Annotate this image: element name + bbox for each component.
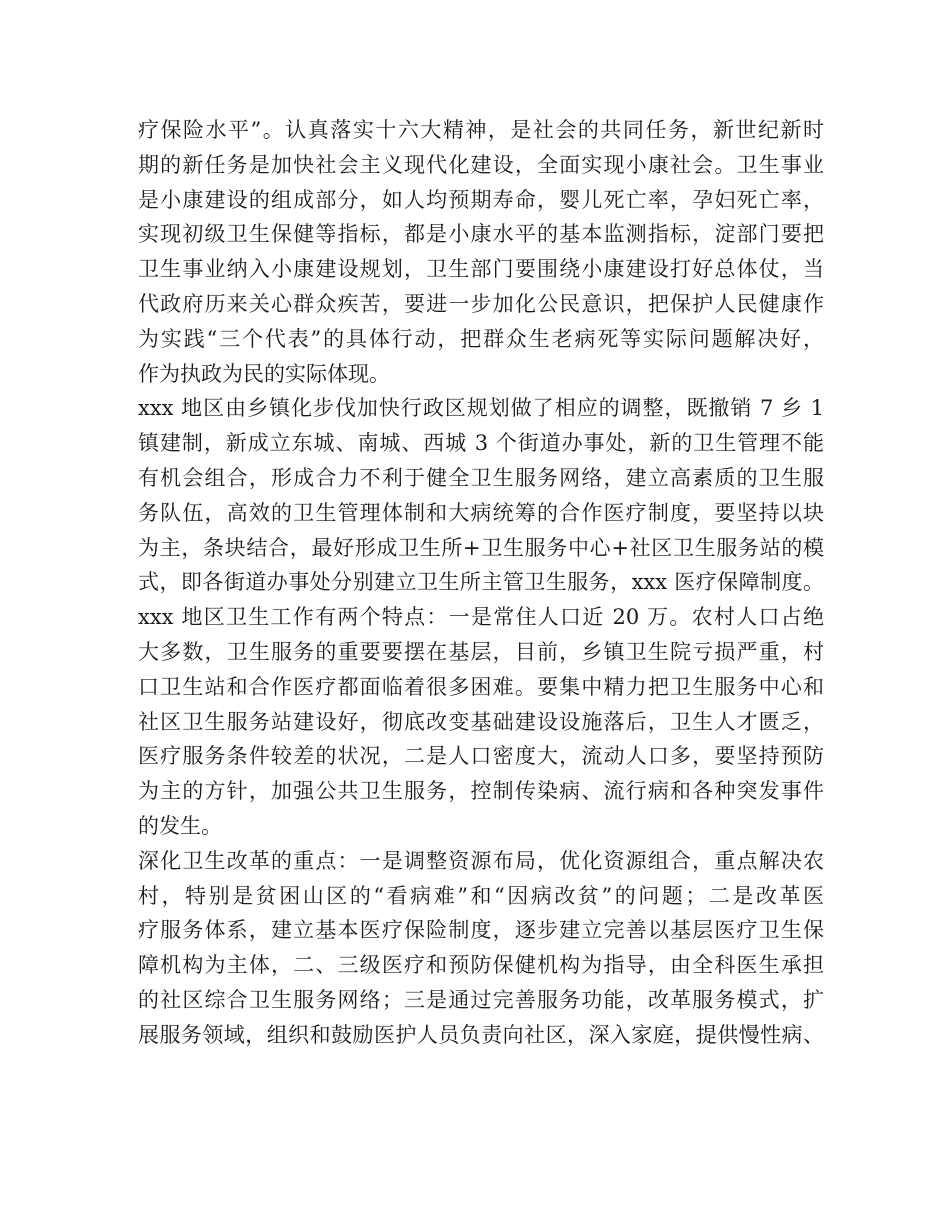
text-line: 是小康建设的组成部分，如人均预期寿命，婴儿死亡率，孕妇死亡率， — [138, 187, 824, 212]
text-line: 口卫生站和合作医疗都面临着很多困难。要集中精力把卫生服务中心和 — [138, 674, 824, 699]
text-line: 有机会组合，形成合力不利于健全卫生服务网络，建立高素质的卫生服 — [138, 465, 824, 490]
text-line: 实现初级卫生保健等指标，都是小康水平的基本监测指标，淀部门要把 — [138, 222, 824, 247]
text-line: 务队伍，高效的卫生管理体制和大病统筹的合作医疗制度，要坚持以块 — [138, 500, 824, 525]
text-line: 村，特别是贫困山区的“看病难”和“因病改贫”的问题；二是改革医 — [138, 883, 824, 908]
text-line: 卫生事业纳入小康建设规划，卫生部门要围绕小康建设打好总体仗，当 — [138, 257, 824, 282]
paragraph-4 — [138, 844, 824, 1053]
text-line: 展服务领域，组织和鼓励医护人员负责向社区，深入家庭，提供慢性病、 — [138, 1022, 824, 1047]
text-line: 作为执政为民的实际体现。 — [138, 361, 390, 386]
text-line: 代政府历来关心群众疾苦，要进一步加化公民意识，把保护人民健康作 — [138, 291, 824, 316]
text-line: xxx 地区由乡镇化步伐加快行政区规划做了相应的调整，既撤销 7 乡 1 — [138, 396, 824, 421]
text-line: 大多数，卫生服务的重要要摆在基层，目前，乡镇卫生院亏损严重，村 — [138, 639, 824, 664]
text-line: 的社区综合卫生服务网络；三是通过完善服务功能，改革服务模式，扩 — [138, 987, 824, 1012]
text-line: 为实践“三个代表”的具体行动，把群众生老病死等实际问题解决好， — [138, 326, 824, 351]
text-line: 式，即各街道办事处分别建立卫生所主管卫生服务，xxx 医疗保障制度。 — [138, 570, 824, 595]
document-body — [138, 113, 824, 1053]
text-line: 社区卫生服务站建设好，彻底改变基础建设设施落后，卫生人才匮乏， — [138, 709, 824, 734]
text-line: 疗服务体系，建立基本医疗保险制度，逐步建立完善以基层医疗卫生保 — [138, 918, 824, 943]
text-line: 期的新任务是加快社会主义现代化建设，全面实现小康社会。卫生事业 — [138, 152, 824, 177]
text-line: 疗保险水平”。认真落实十六大精神，是社会的共同任务，新世纪新时 — [138, 118, 824, 142]
paragraph-1 — [138, 113, 824, 391]
text-line: 的发生。 — [138, 813, 222, 838]
paragraph-2 — [138, 391, 824, 600]
text-line: 镇建制，新成立东城、南城、西城 3 个街道办事处，新的卫生管理不能 — [138, 431, 824, 456]
paragraph-3 — [138, 600, 824, 844]
text-line: 医疗服务条件较差的状况，二是人口密度大，流动人口多，要坚持预防 — [138, 744, 824, 769]
text-line: 为主，条块结合，最好形成卫生所+卫生服务中心+社区卫生服务站的模 — [138, 535, 824, 560]
text-line: 深化卫生改革的重点：一是调整资源布局，优化资源组合，重点解决农 — [138, 848, 824, 873]
text-line: 为主的方针，加强公共卫生服务，控制传染病、流行病和各种突发事件 — [138, 779, 824, 804]
text-line: xxx 地区卫生工作有两个特点：一是常住人口近 20 万。农村人口占绝 — [138, 605, 824, 630]
text-line: 障机构为主体，二、三级医疗和预防保健机构为指导，由全科医生承担 — [138, 953, 824, 978]
